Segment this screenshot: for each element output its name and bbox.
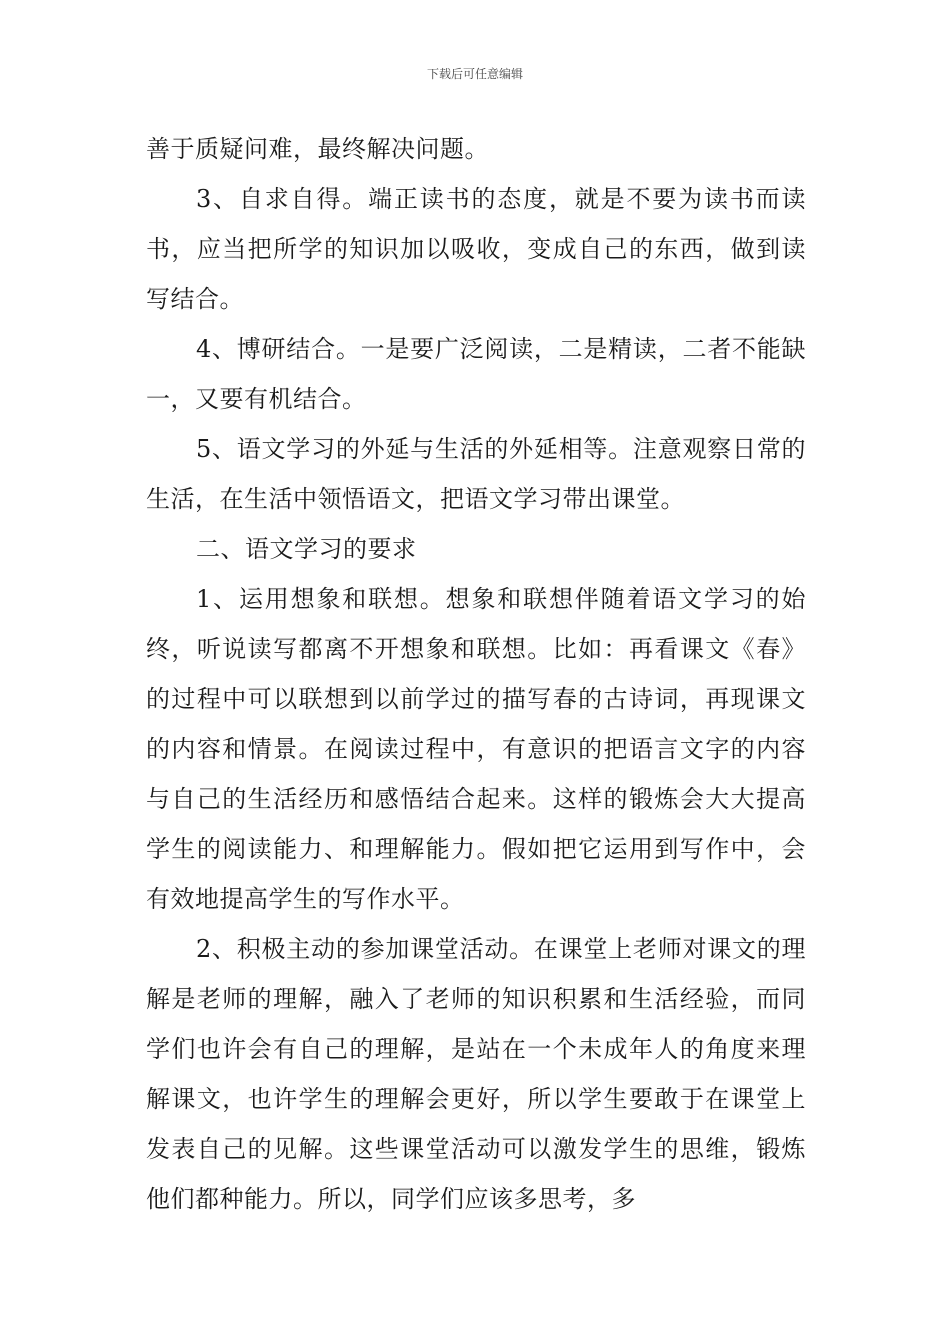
section-heading: 二、语文学习的要求 (196, 535, 417, 563)
paragraph-3: 4、博研结合。一是要广泛阅读，二是精读，二者不能缺一，又要有机结合。 (146, 335, 806, 413)
paragraph-6: 2、积极主动的参加课堂活动。在课堂上老师对课文的理解是老师的理解，融入了老师的知识积累和生活经验，而同学们也许会有自己的理解，是站在一个未成年人的角度来理解课文，也许学生的理解会更好，所以学生要敢于在课堂上发表自己的见解。这些课堂活动可以激发学生的思维，锻炼他们都种能力。所以，同学们应该多思考，多 (146, 935, 806, 1213)
paragraph-4: 5、语文学习的外延与生活的外延相等。注意观察日常的生活，在生活中领悟语文，把语文学习带出课堂。 (146, 435, 806, 513)
document-body (146, 124, 806, 1224)
paragraph-5: 1、运用想象和联想。想象和联想伴随着语文学习的始终，听说读写都离不开想象和联想。比如：再看课文《春》的过程中可以联想到以前学过的描写春的古诗词，再现课文的内容和情景。在阅读过程中，有意识的把语言文字的内容与自己的生活经历和感悟结合起来。这样的锻炼会大大提高学生的阅读能力、和理解能力。假如把它运用到写作中，会有效地提高学生的写作水平。 (146, 585, 806, 913)
paragraph-2: 3、自求自得。端正读书的态度，就是不要为读书而读书，应当把所学的知识加以吸收，变成自己的东西，做到读写结合。 (146, 185, 806, 313)
page-header: 下载后可任意编辑 (426, 67, 523, 81)
paragraph-1: 善于质疑问难，最终解决问题。 (146, 135, 489, 163)
